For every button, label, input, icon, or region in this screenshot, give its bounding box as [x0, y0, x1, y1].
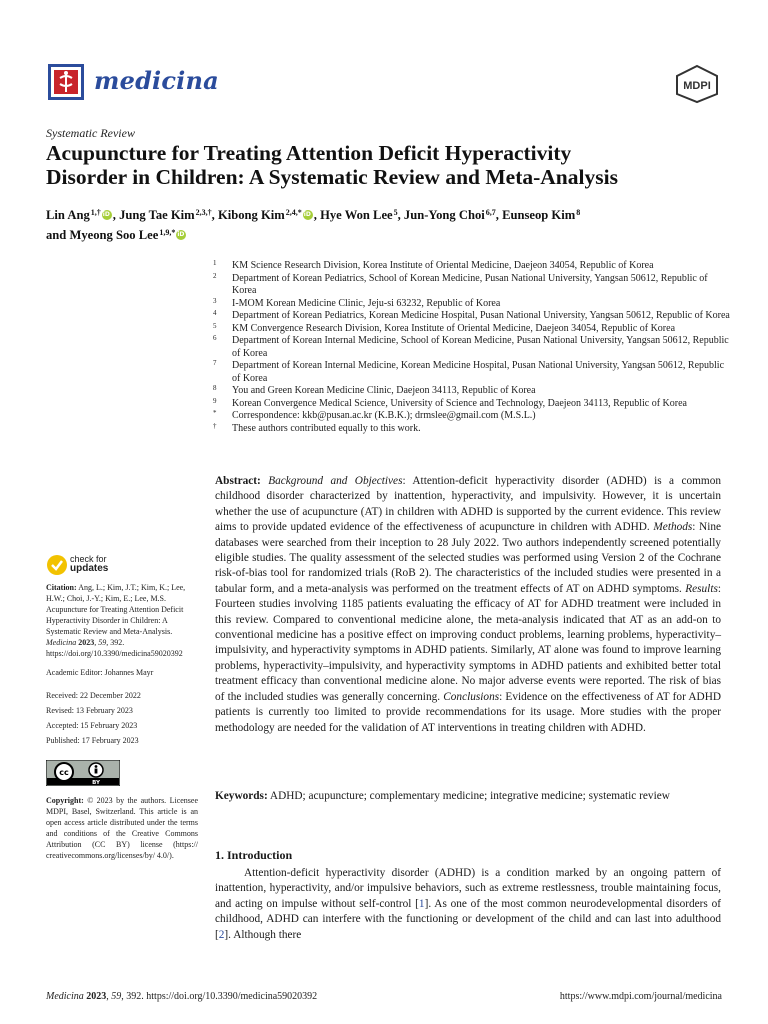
footer-citation: Medicina 2023, 59, 392. https://doi.org/10.3390/medicina59020392	[46, 991, 318, 1002]
abstract	[215, 474, 721, 736]
orcid-icon[interactable]	[176, 230, 186, 240]
affiliation-item	[213, 335, 733, 360]
mdpi-logo-icon	[672, 64, 722, 104]
author-affil: 8	[576, 208, 581, 217]
copyright-text: © 2023 by the authors. Licensee MDPI, Basel, Switzerland. This article is an open access article distributed under the terms and conditions of the Creative Commons Attribution (CC BY) license (https:// creativecommons.org/licenses/by/ 4.0/).	[46, 796, 199, 860]
affiliation-number: 4	[213, 309, 217, 317]
academic-editor: Academic Editor: Johannes Mayr	[46, 668, 154, 677]
reference-link[interactable]: 2	[218, 928, 225, 941]
affiliation-text: You and Green Korean Medicine Clinic, Daejeon 34113, Republic of Korea	[232, 385, 536, 396]
affiliation-text: KM Convergence Research Division, Korea Institute of Oriental Medicine, Daejeon 34054, Republic of Korea	[232, 322, 676, 334]
author-name: Lin Ang	[46, 208, 90, 222]
medicina-logo-icon	[46, 62, 86, 102]
title-line-2: Disorder in Children: A Systematic Review and Meta-Analysis	[46, 165, 618, 189]
affiliation-number: †	[213, 421, 217, 430]
affiliation-number: 6	[213, 334, 217, 342]
affiliation-text: Department of Korean Pediatrics, School of Korean Medicine, Pusan National University, Yangsan 50612, Republic of Korea	[232, 272, 708, 296]
affiliation-item	[213, 310, 733, 323]
citation-block: Citation: Ang, L.; Kim, J.T.; Kim, K.; Lee, H.W.; Choi, J.-Y.; Kim, E.; Lee, M.S. Acupuncture for Treating Attention Deficit Hyperactivity Disorder in Children: A Systematic Review and Meta-Analysis. Medicina 2023, 59, 392. https://doi.org/10.3390/medicina59020392	[46, 583, 186, 658]
footer-volume: 59	[111, 991, 122, 1002]
equal-contribution-text: These authors contributed equally to this work.	[232, 422, 421, 434]
date-revised: Revised: 13 February 2023	[46, 706, 133, 715]
journal-header	[46, 62, 722, 108]
affiliation-item	[213, 260, 733, 273]
affiliation-text: Department of Korean Pediatrics, Korean Medicine Hospital, Pusan National University, Yangsan 50612, Republic of Korea	[232, 310, 730, 321]
intro-text-c: ]. Although there	[224, 928, 302, 941]
abstract-methods-label: Methods	[653, 521, 693, 534]
affiliation-number: *	[213, 409, 217, 417]
citation-pages[interactable]: , 392. https://doi.org/10.3390/medicina59020392	[46, 638, 183, 658]
author-affil: 6,7	[485, 208, 496, 217]
abstract-methods-text: : Nine databases were searched from their inception to 28 July 2022. Two authors independently screened potentially eligible studies. The quality assessment of the selected studies was performed using Version 2 of the Cochrane risk-of-bias tool for randomized trials (RoB 2). The characteristics of the included studies were presented in a tabular form, and a meta-analysis was performed on the treatment effects of AT on ADHD symptoms.	[215, 521, 722, 595]
affiliation-number: 9	[213, 396, 217, 405]
affiliation-item	[213, 273, 733, 298]
affiliation-list	[213, 260, 733, 435]
citation-text: Ang, L.; Kim, J.T.; Kim, K.; Lee, H.W.; Choi, J.-Y.; Kim, E.; Lee, M.S. Acupuncture for Treating Attention Deficit Hyperactivity Disorder in Children: A Systematic Review and Meta-Analysis.	[46, 583, 186, 636]
copyright-label: Copyright:	[46, 796, 84, 805]
citation-journal: Medicina	[46, 638, 77, 647]
cc-by-text: BY	[92, 780, 100, 786]
keywords-label: Keywords:	[215, 790, 268, 802]
footer-journal: Medicina	[46, 991, 84, 1002]
abstract-conclusions-text: : Evidence on the effectiveness of AT for ADHD patients is currently too limited to provide recommendations for its usage. More studies with the proper methodology are needed for the validation of AT interventions in treating children with ADHD.	[215, 690, 722, 734]
author-list: Lin Ang$^{1,\dagger}$iD , Jung Tae Kim$^{2,3,\dagger}$, Kibong Kim$^{2,4,*}$iD , Hye Won Lee$^5$, Jun-Yong Choi$^{6,7}$, Eunseop Kim$^8$ and Myeong Soo Lee$^{1,9,*}$iD	[46, 204, 726, 244]
mdpi-text: MDPI	[683, 80, 711, 92]
journal-name: medicina	[94, 66, 219, 95]
abstract-results-label: Results	[685, 582, 718, 595]
affiliation-number: 8	[213, 384, 217, 392]
abstract-results-text: : Fourteen studies involving 1185 patients evaluating the efficacy of AT for ADHD treatment were included in this review. Compared to conventional medicine alone, the meta-analysis indicated that AT as an add-on to conventional medicine has a positive effect on improving conduct problems, learning problems, hyperactivity–impulsivity, and hyperactivity symptoms in ADHD patients. Similarly, AT alone was found to improve learning problems, hyperactivity–impulsivity, and hyperactivity symptoms in ADHD patients and exhibited better total treatment efficacy than conventional medicine alone. No major adverse events were reported. The risk of bias of the included studies was generally concerning.	[215, 582, 721, 703]
author-affil: 5	[393, 208, 398, 217]
abstract-background-text: : Attention-deficit hyperactivity disorder (ADHD) is a common childhood disorder characterized by inattention, hyperactivity, and impulsivity. However, it is uncertain whether the use of acupuncture (AT) in children with ADHD is supported by the current evidence. This review aims to provide updated evidence of the effectiveness of acupuncture in children with ADHD.	[215, 475, 721, 534]
author-affil: 2,4,*	[285, 208, 302, 217]
affiliation-item	[213, 385, 733, 398]
citation-label: Citation:	[46, 583, 77, 592]
author-name: Jun-Yong Choi	[403, 208, 485, 222]
affiliation-number: 2	[213, 271, 217, 280]
correspondence-item	[213, 410, 733, 423]
equal-contribution-item	[213, 423, 733, 436]
affiliation-number: 1	[213, 259, 217, 267]
affiliation-item	[213, 360, 733, 385]
check-updates-text	[70, 555, 108, 573]
footer-journal-url[interactable]: https://www.mdpi.com/journal/medicina	[559, 991, 722, 1002]
article-title	[46, 141, 736, 189]
date-accepted: Accepted: 15 February 2023	[46, 721, 138, 730]
abstract-label: Abstract:	[215, 475, 261, 487]
check-line-2: updates	[70, 563, 109, 574]
author-affil: 1,†	[90, 208, 101, 217]
svg-text:cc: cc	[59, 768, 69, 777]
author-affil: 1,9,*	[159, 228, 176, 237]
abstract-background-label: Background and Objectives	[268, 475, 403, 487]
copyright-block	[46, 795, 198, 861]
date-published: Published: 17 February 2023	[46, 736, 139, 745]
affiliation-number: 3	[213, 296, 217, 305]
check-for-updates-button[interactable]	[46, 552, 198, 580]
orcid-icon[interactable]	[102, 210, 112, 220]
author-name: Kibong Kim	[217, 208, 285, 222]
keywords-text: ADHD; acupuncture; complementary medicine; integrative medicine; systematic review	[269, 790, 670, 802]
orcid-icon[interactable]	[303, 210, 313, 220]
affiliation-number: 5	[213, 321, 217, 330]
author-name: Eunseop Kim	[502, 208, 576, 222]
intro-text-b: ]. As one of the most common neurodevelopmental disorders of childhood, ADHD can interfere with the functioning or development of the child and can last into adulthood [	[215, 897, 722, 941]
check-updates-icon	[46, 554, 68, 576]
affiliation-text: KM Science Research Division, Korea Institute of Oriental Medicine, Daejeon 34054, Republic of Korea	[232, 260, 654, 271]
footer-year: 2023	[86, 991, 107, 1002]
affiliation-item	[213, 398, 733, 411]
author-name: Hye Won Lee	[320, 208, 393, 222]
cc-by-license-icon[interactable]	[46, 760, 120, 786]
title-line-1: Acupuncture for Treating Attention Deficit Hyperactivity	[46, 141, 572, 165]
abstract-conclusions-label: Conclusions	[443, 690, 500, 703]
intro-text-a: Attention-deficit hyperactivity disorder (ADHD) is a condition marked by an ongoing pattern of inattention, hyperactivity, and/or impulsive behaviors, such as extreme restlessness, trouble maintaining focus, and acting on impulse without self-control [	[215, 867, 721, 910]
reference-link[interactable]: 1	[418, 897, 425, 910]
affiliation-number: 7	[213, 359, 217, 367]
date-received: Received: 22 December 2022	[46, 691, 141, 700]
publication-dates	[46, 690, 198, 746]
article-type: Systematic Review	[46, 126, 135, 140]
citation-year: 2023	[78, 638, 95, 647]
sidebar	[46, 552, 198, 861]
authors-and: and	[46, 228, 67, 242]
affiliation-text: Korean Convergence Medical Science, University of Science and Technology, Daejeon 34113, Republic of Korea	[232, 397, 687, 409]
affiliation-text: Department of Korean Internal Medicine, School of Korean Medicine, Pusan National University, Yangsan 50612, Republic of Korea	[232, 335, 729, 359]
affiliation-item	[213, 323, 733, 336]
affiliation-text: I-MOM Korean Medicine Clinic, Jeju-si 63232, Republic of Korea	[232, 297, 501, 309]
keywords	[215, 789, 725, 804]
correspondence-text[interactable]: Correspondence: kkb@pusan.ac.kr (K.B.K.); drmslee@gmail.com (M.S.L.)	[232, 410, 536, 421]
author-name: Myeong Soo Lee	[69, 228, 159, 242]
affiliation-item	[213, 298, 733, 311]
check-line-1: check for	[70, 554, 107, 564]
section-heading: 1. Introduction	[215, 848, 293, 862]
affiliation-text: Department of Korean Internal Medicine, Korean Medicine Hospital, Pusan National University, Yangsan 50612, Republic of Korea	[232, 360, 725, 384]
author-name: Jung Tae Kim	[119, 208, 195, 222]
intro-paragraph	[215, 866, 721, 943]
citation-volume: 59	[98, 638, 107, 647]
author-affil: 2,3,†	[195, 208, 212, 217]
footer-doi[interactable]: , 392. https://doi.org/10.3390/medicina59020392	[121, 991, 318, 1002]
